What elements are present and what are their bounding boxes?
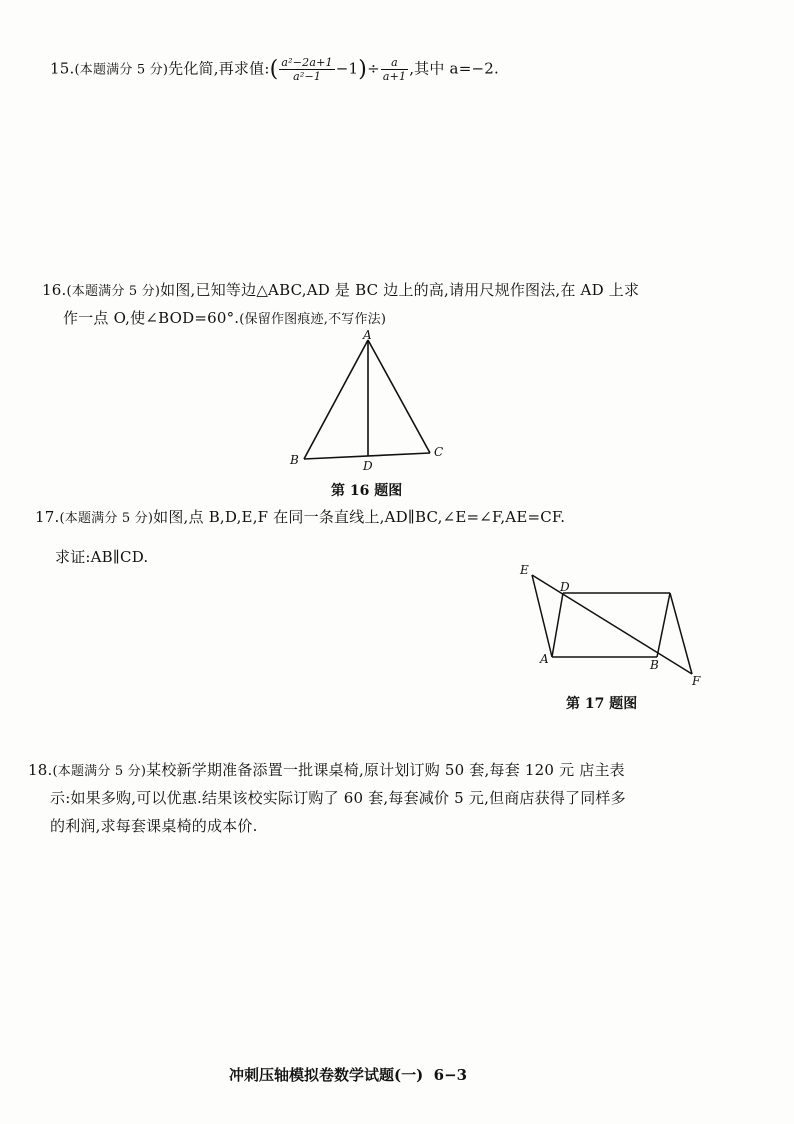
q18-text-2: 示:如果多购,可以优惠.结果该校实际订购了 60 套,每套减价 5 元,但商店获得了同样多	[50, 789, 626, 807]
q18-text-1: 某校新学期准备添置一批课桌椅,原计划订购 50 套,每套 120 元 店主表	[146, 761, 625, 779]
question-16-line-1	[42, 279, 639, 300]
q18-text-3: 的利润,求每套课桌椅的成本价.	[50, 817, 258, 835]
q15-suffix: ,其中 a=−2.	[409, 59, 499, 78]
q16-label-a: A	[363, 328, 372, 342]
q17-label-a: A	[540, 652, 549, 666]
question-18-line-2	[50, 787, 626, 808]
q15-minus-one: −1	[335, 59, 359, 78]
q18-number: 18.	[28, 761, 53, 779]
q17-segment-ad	[552, 593, 563, 657]
q15-prefix: 先化简,再求值:	[168, 59, 270, 78]
q16-points: (本题满分 5 分)	[66, 284, 161, 299]
q15-fraction-2	[381, 56, 408, 83]
q17-line-edbf	[532, 575, 692, 674]
q17-label-f: F	[692, 674, 701, 685]
q17-caption: 第 17 题图	[566, 696, 638, 712]
question-16-line-2	[63, 307, 386, 328]
q16-side-ab	[304, 340, 368, 459]
question-18-line-1	[28, 759, 625, 780]
q15-number: 15.	[50, 59, 75, 78]
q18-points: (本题满分 5 分)	[52, 764, 147, 779]
q17-text-1: 如图,点 B,D,E,F 在同一条直线上,AD∥BC,∠E=∠F,AE=CF.	[153, 508, 566, 526]
q15-close-paren: )	[358, 57, 368, 82]
footer-title: 冲刺压轴模拟卷数学试题(一)	[229, 1066, 424, 1084]
q17-segment-bc	[657, 593, 670, 657]
q16-label-c: C	[434, 445, 444, 459]
q16-label-d: D	[363, 459, 373, 473]
q17-number: 17.	[35, 508, 60, 526]
q16-label-b: B	[290, 453, 299, 467]
q16-note: (保留作图痕迹,不写作法)	[239, 312, 387, 327]
q16-caption: 第 16 题图	[331, 483, 403, 499]
question-17-line-2	[55, 546, 148, 567]
q17-label-e: E	[520, 563, 529, 577]
q17-label-d: D	[560, 580, 570, 594]
q15-fraction-2-denominator: a+1	[382, 70, 407, 83]
q16-number: 16.	[42, 281, 67, 299]
page-footer	[229, 1064, 467, 1085]
q15-fraction-1	[279, 56, 334, 83]
footer-page-number: 6−3	[433, 1066, 468, 1084]
q17-parallelogram-figure	[512, 560, 712, 685]
q16-text-2: 作一点 O,使∠BOD=60°.	[63, 309, 240, 327]
q17-segment-ea	[532, 575, 552, 657]
q16-text-1: 如图,已知等边△ABC,AD 是 BC 边上的高,请用尺规作图法,在 AD 上求	[160, 281, 640, 299]
q15-points: (本题满分 5 分)	[74, 62, 169, 78]
q15-fraction-1-numerator: a²−2a+1	[281, 56, 333, 69]
question-18-line-3	[50, 815, 258, 836]
q17-text-2: 求证:AB∥CD.	[55, 548, 149, 566]
q15-fraction-1-denominator: a²−1	[293, 70, 322, 83]
q16-triangle-figure	[285, 328, 450, 473]
question-15	[50, 56, 499, 83]
q15-divide: ÷	[367, 59, 380, 78]
q16-side-ac	[368, 340, 430, 453]
q15-open-paren: (	[269, 57, 279, 82]
question-17-line-1	[35, 506, 565, 527]
q17-label-b: B	[650, 658, 659, 672]
q15-fraction-2-numerator: a	[381, 56, 408, 70]
q17-points: (本题满分 5 分)	[59, 511, 154, 526]
